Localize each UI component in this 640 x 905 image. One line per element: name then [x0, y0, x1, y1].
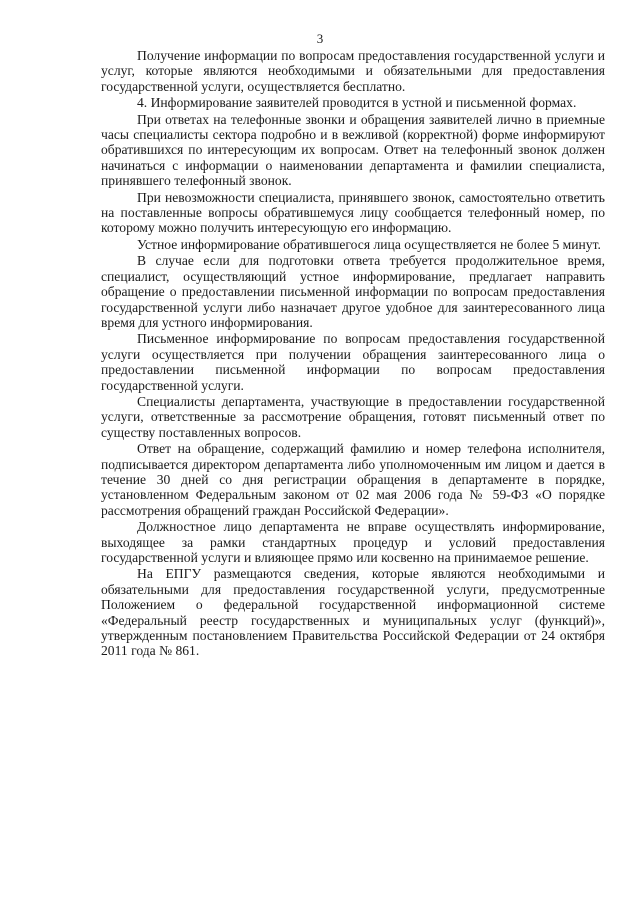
page-number: 3 — [316, 31, 324, 46]
document-body — [101, 48, 605, 660]
paragraph-unable-to-answer: При невозможности специалиста, принявшего звонок, самостоятельно ответить на поставленные вопросы обратившемуся лицу сообщается телефонный номер, по которому можно получить интересующую его информацию. — [101, 189, 605, 236]
paragraph-written-informing: Письменное информирование по вопросам предоставления государственной услуги осуществляется при получении обращения заинтересованного лица о предоставлении письменной информации по вопросам предоставления государственной услуги. — [101, 331, 605, 393]
paragraph-informing-forms: 4. Информирование заявителей проводится в устной и письменной формах. — [137, 95, 577, 111]
paragraph-oral-duration: Устное информирование обратившегося лица осуществляется не более 5 минут. — [137, 236, 601, 252]
paragraph-response-signing: Ответ на обращение, содержащий фамилию и номер телефона исполнителя, подписывается директором департамента либо уполномоченным им лицом и дается в течение 30 дней со дня регистрации обращения в департаменте в порядке, установленном Федеральным законом от 02 мая 2006 года № 59-ФЗ «О порядке рассмотрения обращений граждан Российской Федерации». — [101, 441, 605, 518]
paragraph-longer-preparation: В случае если для подготовки ответа требуется продолжительное время, специалист, осуществляющий устное информирование, предлагает направить обращение о предоставлении письменной информации по вопросам предоставления государственной услуги либо назначает другое удобное для заинтересованного лица время для устного информирования. — [101, 253, 605, 330]
paragraph-epgu-information: На ЕПГУ размещаются сведения, которые являются необходимыми и обязательными для предоставления государственной услуги, предусмотренные Положением о федеральной государственной информационной системе «Федеральный реестр государственных и муниципальных услуг (функций)», утвержденным постановлением Правительства Российской Федерации от 24 октября 2011 года № 861. — [101, 566, 605, 659]
paragraph-free-information: Получение информации по вопросам предоставления государственной услуги и услуг, которые являются необходимыми и обязательными для предоставления государственной услуги, осуществляется бесплатно. — [101, 48, 605, 94]
paragraph-phone-calls: При ответах на телефонные звонки и обращения заявителей лично в приемные часы специалисты сектора подробно и в вежливой (корректной) форме информируют обратившихся по интересующим их вопросам. Ответ на телефонный звонок должен начинаться с информации о наименовании департамента и фамилии специалиста, принявшего телефонный звонок. — [101, 111, 605, 189]
paragraph-official-limits: Должностное лицо департамента не вправе осуществлять информирование, выходящее за рамки стандартных процедур и условий предоставления государственной услуги и влияющее прямо или косвенно на принимаемое решение. — [101, 519, 605, 565]
paragraph-specialists-reply: Специалисты департамента, участвующие в предоставлении государственной услуги, ответственные за рассмотрение обращения, готовят письменный ответ по существу поставленных вопросов. — [101, 393, 605, 440]
